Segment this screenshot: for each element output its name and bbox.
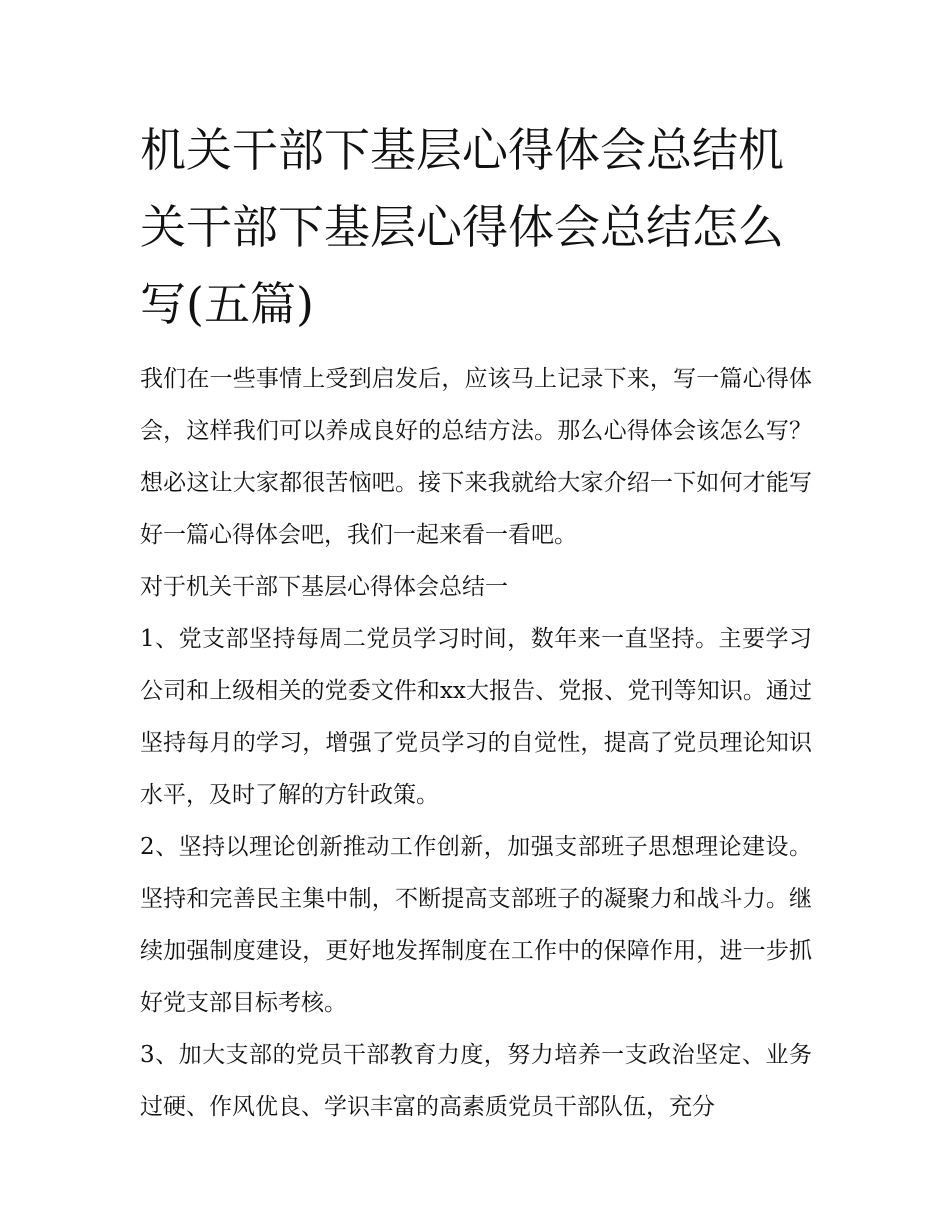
list-item-2: 2、坚持以理论创新推动工作创新，加强支部班子思想理论建设。坚持和完善民主集中制，不断提高支部班子的凝聚力和战斗力。继续加强制度建设，更好地发挥制度在工作中的保障作用，进一步抓好党支部目标考核。 [140, 834, 812, 1016]
section-heading: 对于机关干部下基层心得体会总结一 [140, 574, 508, 600]
list-item-1: 1、党支部坚持每周二党员学习时间，数年来一直坚持。主要学习公司和上级相关的党委文件和xx大报告、党报、党刊等知识。通过坚持每月的学习，增强了党员学习的自觉性，提高了党员理论知识水平，及时了解的方针政策。 [140, 626, 812, 808]
document-body [140, 112, 812, 1133]
intro-paragraph: 我们在一些事情上受到启发后，应该马上记录下来，写一篇心得体会，这样我们可以养成良好的总结方法。那么心得体会该怎么写？想必这让大家都很苦恼吧。接下来我就给大家介绍一下如何才能写好一篇心得体会吧，我们一起来看一看吧。 [140, 366, 812, 548]
list-item-3: 3、加大支部的党员干部教育力度，努力培养一支政治坚定、业务过硬、作风优良、学识丰富的高素质党员干部队伍，充分 [140, 1042, 812, 1120]
document-title: 机关干部下基层心得体会总结机关干部下基层心得体会总结怎么写(五篇) [140, 123, 784, 331]
